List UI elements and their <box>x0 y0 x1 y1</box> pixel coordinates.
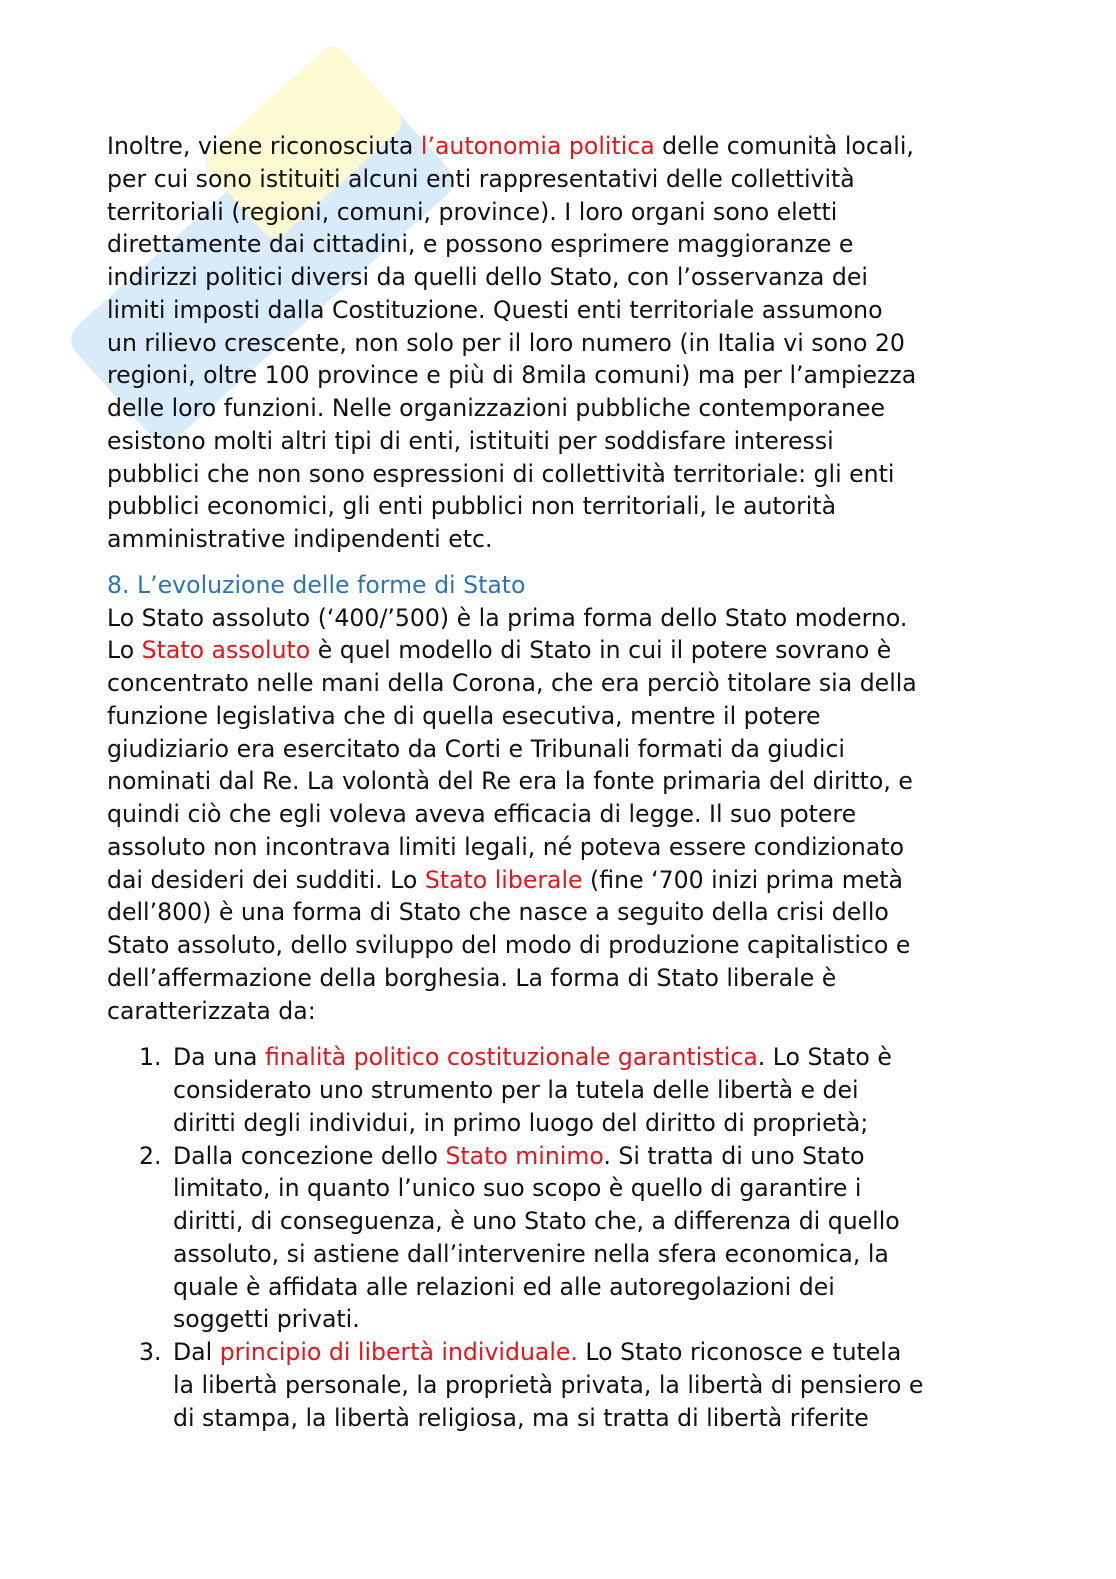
text-run: assoluto non incontrava limiti legali, né poteva essere condizionato <box>107 832 905 861</box>
list-item <box>107 1041 1007 1139</box>
text-run: regioni, oltre 100 province e più di 8mila comuni) ma per l’ampiezza <box>107 361 917 390</box>
section-heading: 8. L’evoluzione delle forme di Stato <box>107 570 526 599</box>
text-run: delle loro funzioni. Nelle organizzazioni pubbliche contemporanee <box>107 394 885 422</box>
list-item <box>107 1336 1007 1434</box>
text-line <box>173 1238 1007 1271</box>
text-run: diritti degli individui, in primo luogo del diritto di proprietà; <box>173 1108 869 1137</box>
text-run: territoriali (regioni, comuni, province). I loro organi sono eletti <box>107 197 838 226</box>
text-line <box>107 130 1007 163</box>
text-run: limitato, in quanto l’unico suo scopo è quello di garantire i <box>173 1174 862 1203</box>
text-run: (fine ‘700 inizi prima metà <box>582 865 904 894</box>
text-line <box>107 864 1007 897</box>
text-run: Inoltre, viene riconosciuta <box>107 132 421 160</box>
text-run: Lo Stato riconosce e tutela <box>577 1338 902 1366</box>
text-line <box>107 995 1007 1028</box>
text-run: considerato uno strumento per la tutela delle libertà e dei <box>173 1076 859 1104</box>
text-line <box>173 1205 1007 1238</box>
text-line <box>107 896 1007 929</box>
text-run: limiti imposti dalla Costituzione. Questi enti territoriale assumono <box>107 295 883 324</box>
text-line <box>173 1140 1007 1173</box>
text-run: Lo Stato assoluto (‘400/’500) è la prima forma dello Stato moderno. <box>107 603 908 632</box>
text-line <box>107 359 1007 392</box>
text-run: Stato assoluto, dello sviluppo del modo di produzione capitalistico e <box>107 931 911 959</box>
text-line <box>107 929 1007 962</box>
text-line <box>173 1041 1007 1074</box>
text-line <box>107 831 1007 864</box>
text-line <box>107 425 1007 458</box>
text-line <box>107 490 1007 523</box>
list-item-text <box>173 1041 1007 1139</box>
text-run: delle comunità locali, <box>654 132 914 160</box>
text-line <box>173 1107 1007 1140</box>
text-line <box>107 700 1007 733</box>
text-run: amministrative indipendenti etc. <box>107 525 493 553</box>
text-line <box>107 765 1007 798</box>
text-run: caratterizzata da: <box>107 996 316 1025</box>
text-line <box>107 261 1007 294</box>
text-line <box>107 327 1007 360</box>
list-number: 3. <box>139 1338 162 1366</box>
text-run: dell’800) è una forma di Stato che nasce a seguito della crisi dello <box>107 898 889 927</box>
text-run: Dal <box>173 1338 220 1366</box>
text-line <box>107 634 1007 667</box>
text-run: pubblici economici, gli enti pubblici non territoriali, le autorità <box>107 492 837 521</box>
highlighted-term: finalità politico costituzionale garantistica <box>265 1043 758 1072</box>
text-run: Da una <box>173 1043 265 1072</box>
list-item-text <box>173 1336 1007 1434</box>
text-run: quindi ciò che egli voleva aveva efficacia di legge. Il suo potere <box>107 800 857 828</box>
numbered-list <box>107 1041 1007 1434</box>
text-line <box>107 733 1007 766</box>
text-run: un rilievo crescente, non solo per il loro numero (in Italia vi sono 20 <box>107 328 905 357</box>
highlighted-term: principio di libertà individuale. <box>219 1338 578 1366</box>
text-run: direttamente dai cittadini, e possono esprimere maggioranze e <box>107 230 854 259</box>
text-run: è quel modello di Stato in cui il potere sovrano è <box>310 636 892 665</box>
text-line <box>107 392 1007 425</box>
highlighted-term: Stato minimo <box>445 1141 604 1170</box>
text-run: per cui sono istituiti alcuni enti rappresentativi delle collettività <box>107 164 855 193</box>
text-run: Lo <box>107 636 142 665</box>
list-number: 1. <box>139 1043 162 1072</box>
text-line <box>173 1074 1007 1107</box>
list-item <box>107 1140 1007 1337</box>
text-line <box>173 1271 1007 1304</box>
text-line <box>107 798 1007 831</box>
text-line <box>107 163 1007 196</box>
text-run: diritti, di conseguenza, è uno Stato che, a differenza di quello <box>173 1207 900 1235</box>
text-run: la libertà personale, la proprietà privata, la libertà di pensiero e <box>173 1370 924 1399</box>
text-run: Dalla concezione dello <box>173 1141 446 1170</box>
text-line <box>107 667 1007 700</box>
list-number: 2. <box>139 1141 162 1170</box>
text-line <box>173 1369 1007 1402</box>
text-run: assoluto, si astiene dall’intervenire nella sfera economica, la <box>173 1239 889 1268</box>
text-run: di stampa, la libertà religiosa, ma si tratta di libertà riferite <box>173 1403 869 1432</box>
text-line <box>107 962 1007 995</box>
highlighted-term: Stato liberale <box>424 865 583 894</box>
text-line <box>107 458 1007 491</box>
text-run: . Si tratta di uno Stato <box>603 1141 865 1170</box>
text-run: dell’affermazione della borghesia. La forma di Stato liberale è <box>107 963 837 992</box>
text-run: funzione legislativa che di quella esecutiva, mentre il potere <box>107 701 821 730</box>
text-run: esistono molti altri tipi di enti, istituiti per soddisfare interessi <box>107 426 834 455</box>
text-line <box>107 523 1007 556</box>
text-line <box>173 1172 1007 1205</box>
text-run: concentrato nelle mani della Corona, che era perciò titolare sia della <box>107 669 917 697</box>
highlighted-term: Stato assoluto <box>141 636 311 665</box>
text-line <box>173 1303 1007 1336</box>
paragraph-autonomia <box>107 130 1007 556</box>
highlighted-term: l’autonomia politica <box>420 132 655 160</box>
text-run: indirizzi politici diversi da quelli dello Stato, con l’osservanza dei <box>107 263 868 291</box>
text-line <box>173 1336 1007 1369</box>
text-run: dai desideri dei sudditi. Lo <box>107 865 425 894</box>
text-run: . Lo Stato è <box>757 1043 892 1072</box>
list-item-text <box>173 1140 1007 1337</box>
text-run: soggetti privati. <box>173 1305 360 1334</box>
text-run: pubblici che non sono espressioni di collettività territoriale: gli enti <box>107 459 895 488</box>
text-run: nominati dal Re. La volontà del Re era la fonte primaria del diritto, e <box>107 767 913 796</box>
text-run: quale è affidata alle relazioni ed alle autoregolazioni dei <box>173 1272 835 1301</box>
document-body <box>107 130 1007 1434</box>
text-line <box>107 196 1007 229</box>
text-line <box>173 1402 1007 1435</box>
paragraph-evoluzione <box>107 602 1007 1028</box>
text-line <box>107 228 1007 261</box>
text-line <box>107 294 1007 327</box>
text-run: giudiziario era esercitato da Corti e Tribunali formati da giudici <box>107 734 845 763</box>
text-line <box>107 602 1007 635</box>
